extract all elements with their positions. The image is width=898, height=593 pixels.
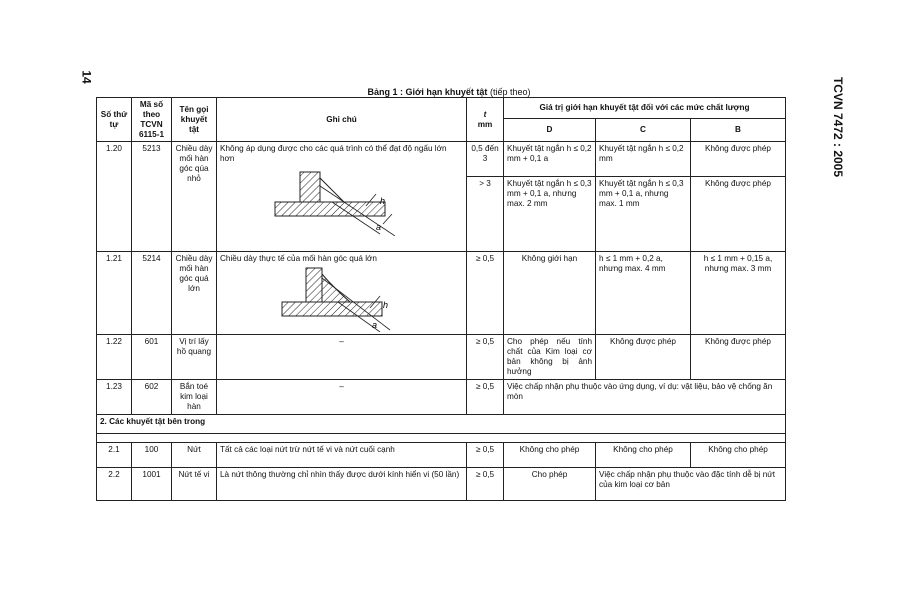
row-name: Nứt: [172, 442, 217, 467]
row-note: –: [217, 335, 467, 380]
table-row: [97, 142, 786, 177]
row-name: Nứt tế vi: [172, 467, 217, 500]
row-code: 5214: [132, 252, 172, 335]
header-code: Mã số theo TCVN 6115-1: [132, 98, 172, 142]
row-t: ≥ 0,5: [467, 335, 504, 380]
row-B: Không được phép: [691, 335, 786, 380]
header-name: Tên gọi khuyết tật: [172, 98, 217, 142]
row-D: Khuyết tật ngắn h ≤ 0,2 mm + 0,1 a: [504, 142, 596, 177]
table-row: [97, 335, 786, 380]
fig-label-h: h: [380, 196, 386, 207]
row-no: 1.21: [97, 252, 132, 335]
row-code: 601: [132, 335, 172, 380]
row-note: –: [217, 380, 467, 415]
row-D: Cho phép: [504, 467, 596, 500]
header-t: [467, 98, 504, 142]
row-name: Vị trí lấy hồ quang: [172, 335, 217, 380]
table-row: [97, 380, 786, 415]
row-C: h ≤ 1 mm + 0,2 a, nhưng max. 4 mm: [596, 252, 691, 335]
fig-label-h: h: [383, 300, 389, 311]
table-row: [97, 467, 786, 500]
row-B: Không được phép: [691, 177, 786, 252]
row-C: Khuyết tật ngắn h ≤ 0,3 mm + 0,1 a, nhưng max. 1 mm: [596, 177, 691, 252]
header-D: D: [504, 119, 596, 142]
caption-continued: (tiếp theo): [489, 87, 531, 97]
row-t: ≥ 0,5: [467, 467, 504, 500]
row-note: Tất cả các loại nứt trừ nứt tế vi và nứt cuối cạnh: [217, 442, 467, 467]
fig-label-a: a: [372, 320, 378, 331]
row-no: 2.1: [97, 442, 132, 467]
header-t-unit: mm: [477, 119, 493, 129]
row-name: Bắn toé kim loại hàn: [172, 380, 217, 415]
row-t: > 3: [467, 177, 504, 252]
header-B: B: [691, 119, 786, 142]
row-code: 602: [132, 380, 172, 415]
header-limits: Giá trị giới hạn khuyết tật đối với các mức chất lượng: [504, 98, 786, 119]
row-CB: Việc chấp nhận phụ thuộc vào đặc tính dễ bị nứt của kim loại cơ bản: [596, 467, 786, 500]
row-name: Chiều dày mối hàn góc qúa nhỏ: [172, 142, 217, 252]
section-title: 2. Các khuyết tật bên trong: [97, 414, 786, 433]
row-no: 2.2: [97, 467, 132, 500]
fillet-weld-undersize-figure: [220, 164, 460, 236]
row-t: ≥ 0,5: [467, 442, 504, 467]
row-C: Không được phép: [596, 335, 691, 380]
row-t: ≥ 0,5: [467, 252, 504, 335]
row-no: 1.23: [97, 380, 132, 415]
row-code: 5213: [132, 142, 172, 252]
row-note-text: Chiều dày thực tế của mối hàn góc quá lớn: [220, 254, 377, 264]
header-C: C: [596, 119, 691, 142]
page-number: 14: [79, 70, 94, 84]
row-note-text: Không áp dụng được cho các quá trình có thể đạt độ ngấu lớn hơn: [220, 144, 447, 164]
table-row: [97, 252, 786, 335]
header-t-symbol: t: [483, 109, 487, 119]
row-D: Không cho phép: [504, 442, 596, 467]
row-D: Khuyết tật ngắn h ≤ 0,3 mm + 0,1 a, nhưng max. 2 mm: [504, 177, 596, 252]
row-B: h ≤ 1 mm + 0,15 a, nhưng max. 3 mm: [691, 252, 786, 335]
row-no: 1.20: [97, 142, 132, 252]
defect-limits-table: [96, 97, 786, 501]
row-B: Không cho phép: [691, 442, 786, 467]
row-code: 100: [132, 442, 172, 467]
spacer-cell: [97, 433, 786, 442]
caption-title: Bảng 1 : Giới hạn khuyết tật: [367, 87, 488, 97]
standard-code: TCVN 7472 : 2005: [831, 76, 846, 178]
header-row-1: [97, 98, 786, 119]
table-caption: [0, 87, 898, 97]
row-D: Không giới hạn: [504, 252, 596, 335]
row-name: Chiều dày mối hàn góc quá lớn: [172, 252, 217, 335]
row-note: [217, 142, 467, 252]
section-header: [97, 414, 786, 433]
spacer-row: [97, 433, 786, 442]
header-no: Số thứ tự: [97, 98, 132, 142]
header-note: Ghi chú: [217, 98, 467, 142]
row-B: Không được phép: [691, 142, 786, 177]
table-row: [97, 442, 786, 467]
row-t: ≥ 0,5: [467, 380, 504, 415]
row-DCB: Việc chấp nhận phụ thuộc vào ứng dụng, ví dụ: vật liệu, bảo vệ chống ăn mòn: [504, 380, 786, 415]
row-code: 1001: [132, 467, 172, 500]
row-t: 0,5 đến 3: [467, 142, 504, 177]
fillet-weld-oversize-figure: [220, 264, 460, 332]
row-C: Không cho phép: [596, 442, 691, 467]
row-D: Cho phép nếu tính chất của Kim loại cơ bản không bị ảnh hưởng: [504, 335, 596, 380]
row-C: Khuyết tật ngắn h ≤ 0,2 mm: [596, 142, 691, 177]
row-note: [217, 252, 467, 335]
row-no: 1.22: [97, 335, 132, 380]
row-note: Là nứt thông thường chỉ nhìn thấy được dưới kính hiển vi (50 lần): [217, 467, 467, 500]
fig-label-a: a: [376, 222, 382, 233]
